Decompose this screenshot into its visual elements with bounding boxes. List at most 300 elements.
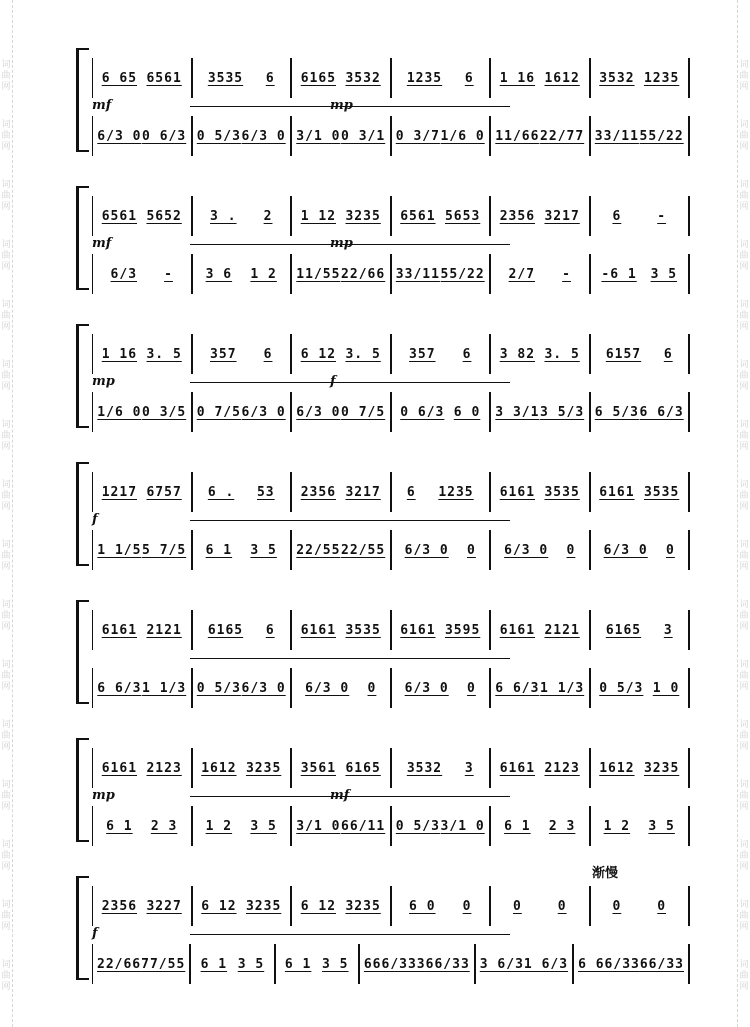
right-margin-watermark-strip [737,0,750,1027]
note-group: 0 [367,680,377,696]
measure [392,392,492,432]
note-group: 66/33 [639,956,684,972]
note-group: 3235 [245,898,282,914]
note-group: 1 12 [300,208,337,224]
dynamic-marking: f [330,374,336,389]
note-group: 0 3/1 [341,128,386,144]
tempo-marking: 渐慢 [592,866,619,881]
watermark-text: 词 曲 网 [739,60,749,92]
measure [193,392,293,432]
note-group: 1 6/3 [523,956,569,972]
measure [591,196,691,236]
system-brace [76,48,89,152]
note-group: 357 [409,346,436,362]
measure [392,530,492,570]
dynamic-marking: f [92,512,98,527]
upper-staff [92,472,690,512]
measure [292,116,392,156]
note-group: 0 7/5 [196,404,241,420]
note-group: - [657,208,667,224]
system-brace [76,186,89,290]
note-group: 1 2 [205,818,233,834]
measure [491,748,591,788]
system-brace [76,738,89,842]
lower-staff [92,254,690,294]
note-group: 6 [612,208,622,224]
watermark-text: 词 曲 网 [739,840,749,872]
dynamic-marking: mf [92,98,112,113]
note-group: 6165 [605,622,642,638]
measure [591,58,691,98]
watermark-text: 词 曲 网 [739,120,749,152]
measure [191,944,275,984]
note-group: 2356 [101,898,138,914]
note-group: 6 [464,70,474,86]
note-group: 6 6/3 [639,404,684,420]
note-group: 1235 [406,70,443,86]
note-group: 6165 [345,760,381,776]
note-group: 0 [557,898,567,914]
note-group: 0 5/3 [395,818,440,834]
watermark-text: 词 曲 网 [739,180,749,212]
note-group: 6 0 [453,404,481,420]
note-group: 1612 [599,760,635,776]
note-group: 33/11 [594,128,639,144]
watermark-text: 词 曲 网 [739,480,749,512]
measure [392,806,492,846]
note-group: 6 [263,346,273,362]
note-group: 6 66/33 [578,956,640,972]
note-group: 66/11 [341,818,386,834]
crescendo-hairpin [190,244,510,245]
note-group: 2123 [544,760,580,776]
note-group: 2 3 [548,818,576,834]
note-group: 3 5 [648,818,675,834]
lower-staff [92,668,690,708]
measure [92,944,191,984]
note-group: 1 1/3 [540,680,585,696]
note-group: 3235 [345,208,381,224]
note-group: 6 12 [300,898,337,914]
measure [193,254,293,294]
upper-staff [92,334,690,374]
note-group: 2356 [300,484,337,500]
score-system [70,316,690,454]
measure [92,668,193,708]
measure [292,806,392,846]
watermark-text: 词 曲 网 [1,780,11,812]
note-group: 22/55 [296,542,341,558]
note-group: 3 6/3 [479,956,524,972]
note-group: 53 [256,484,275,500]
measure [491,196,591,236]
measure [574,944,690,984]
note-group: 0 [512,898,522,914]
note-group: 3235 [643,760,680,776]
note-group: 22/77 [540,128,585,144]
watermark-text: 词 曲 网 [1,960,11,992]
watermark-text: 词 曲 网 [739,600,749,632]
note-group: 357 [210,346,237,362]
measure [491,334,591,374]
note-group: 6/3 0 [296,404,341,420]
measure [92,254,193,294]
watermark-text: 词 曲 网 [1,660,11,692]
note-group: 1 0 [652,680,680,696]
note-group: - [164,266,173,282]
crescendo-hairpin [190,796,510,797]
note-group: 6161 [300,622,337,638]
note-group: 3 82 [499,346,536,362]
note-group: 1235 [438,484,474,500]
note-group: 2 3 [150,818,178,834]
watermark-text: 词 曲 网 [1,360,11,392]
note-group: 3 5 [250,818,277,834]
measure [292,392,392,432]
measure [360,944,476,984]
note-group: 0 5/3 [196,128,241,144]
measure [591,806,691,846]
dynamic-marking: mf [92,236,112,251]
lower-staff [92,944,690,984]
measure [193,610,293,650]
measure [92,392,193,432]
dynamic-marking: mp [330,98,353,113]
note-group: 3595 [444,622,481,638]
note-group: 6 0 [409,898,436,914]
note-group: - [562,266,571,282]
note-group: 3532 [599,70,635,86]
note-group: 0 7/5 [341,404,386,420]
measure [292,530,392,570]
measure [591,610,691,650]
note-group: 5652 [146,208,182,224]
note-group: 6/3 0 [305,680,350,696]
system-brace [76,462,89,566]
measure [92,334,193,374]
note-group: 6 1 [504,818,531,834]
note-group: 6/3 0 [241,680,286,696]
note-group: 0 5/3 [599,680,644,696]
watermark-text: 词 曲 网 [739,780,749,812]
measure [591,886,691,926]
note-group: 3 5 [250,542,277,558]
note-group: 6 12 [201,898,237,914]
note-group: 3 [464,760,474,776]
measure [491,254,591,294]
measure [591,334,691,374]
note-group: 6561 [101,208,138,224]
note-group: 6 6/3 [97,680,142,696]
lower-staff [92,392,690,432]
note-group: 3/1 0 [296,818,341,834]
watermark-text: 词 曲 网 [739,960,749,992]
note-group: 6/3 0 [404,542,449,558]
measure [193,116,293,156]
measure [292,610,392,650]
note-group: 6 [265,622,275,638]
system-brace [76,876,89,980]
note-group: 6 [663,346,673,362]
score-system [70,454,690,592]
measure [193,58,293,98]
note-group: 6 1 [284,956,312,972]
note-group: 0 6/3 [142,128,187,144]
note-group: 3/1 0 [440,818,485,834]
note-group: 6757 [146,484,182,500]
measure [491,886,591,926]
note-group: 6/3 0 [241,404,286,420]
note-group: 22/66 [97,956,142,972]
note-group: 3 5/3 [540,404,585,420]
crescendo-hairpin [190,106,510,107]
note-group: 2121 [146,622,182,638]
measure [591,668,691,708]
note-group: 0 [666,542,675,558]
measure [392,254,492,294]
note-group: 6 5/3 [594,404,639,420]
note-group: 1217 [101,484,138,500]
note-group: 11/66 [495,128,540,144]
note-group: 6165 [300,70,337,86]
lower-staff [92,530,690,570]
measure [292,748,392,788]
note-group: 6 [406,484,416,500]
note-group: 3532 [406,760,443,776]
note-group: 2356 [499,208,536,224]
watermark-text: 词 曲 网 [1,540,11,572]
measure [392,748,492,788]
note-group: 0 [612,898,622,914]
watermark-text: 词 曲 网 [1,840,11,872]
measure [292,334,392,374]
note-group: 6/3 0 [603,542,648,558]
note-group: 3. 5 [345,346,381,362]
note-group: 3 [663,622,673,638]
note-group: 3535 [544,484,580,500]
note-group: 6 1 [200,956,228,972]
measure [392,886,492,926]
lower-staff [92,806,690,846]
measure [193,806,293,846]
measure [491,392,591,432]
watermark-text: 词 曲 网 [1,480,11,512]
note-group: 6/3 0 [241,128,286,144]
measure [392,668,492,708]
watermark-text: 词 曲 网 [739,720,749,752]
note-group: 22/55 [341,542,386,558]
note-group: 1 2 [250,266,277,282]
note-group: -6 1 [601,266,637,282]
measure [591,254,691,294]
score-system [70,40,690,178]
measure [92,116,193,156]
note-group: 3217 [345,484,381,500]
measure [92,530,193,570]
measure [92,610,193,650]
note-group: 0 [462,898,472,914]
measure [392,58,492,98]
dynamic-marking: mp [92,374,115,389]
dynamic-marking: mp [330,236,353,251]
upper-staff [92,196,690,236]
note-group: 3 3/1 [495,404,540,420]
watermark-text: 词 曲 网 [1,300,11,332]
measure [92,886,193,926]
note-group: 666/333 [363,956,426,972]
note-group: 3227 [146,898,182,914]
watermark-text: 词 曲 网 [1,240,11,272]
measure [193,668,293,708]
measure [292,886,392,926]
measure [292,472,392,512]
watermark-text: 词 曲 网 [1,180,11,212]
measure [476,944,574,984]
note-group: 6161 [599,484,635,500]
dynamic-marking: f [92,926,98,941]
watermark-text: 词 曲 网 [1,720,11,752]
measure [193,530,293,570]
note-group: 6161 [101,622,138,638]
crescendo-hairpin [190,934,510,935]
measure [591,472,691,512]
watermark-text: 词 曲 网 [739,540,749,572]
measure [591,392,691,432]
note-group: 3532 [345,70,381,86]
system-brace [76,324,89,428]
watermark-text: 词 曲 网 [739,900,749,932]
measure [392,116,492,156]
measure [591,748,691,788]
crescendo-hairpin [190,658,510,659]
note-group: 55/22 [440,266,485,282]
watermark-text: 词 曲 网 [739,300,749,332]
measure [193,886,293,926]
note-group: 6/3 0 [97,128,142,144]
score-system [70,868,690,1006]
note-group: 33/11 [395,266,440,282]
note-group: 1612 [201,760,237,776]
note-group: 6161 [499,760,536,776]
note-group: 0 [657,898,667,914]
note-group: 0 5/3 [196,680,241,696]
dynamic-marking: mp [92,788,115,803]
note-group: 2121 [544,622,580,638]
note-group: 6/3 0 [504,542,549,558]
upper-staff [92,748,690,788]
watermark-text: 词 曲 网 [1,120,11,152]
note-group: 2123 [146,760,182,776]
note-group: 6 12 [300,346,337,362]
note-group: 3535 [643,484,680,500]
measure [92,806,193,846]
upper-staff [92,58,690,98]
measure [392,196,492,236]
note-group: 6/3 [110,266,138,282]
note-group: 3235 [245,760,282,776]
system-brace [76,600,89,704]
note-group: 3 5 [322,956,349,972]
note-group: 6161 [499,484,536,500]
note-group: 6/3 0 [404,680,449,696]
note-group: 11/55 [296,266,341,282]
measure [292,196,392,236]
watermark-text: 词 曲 网 [1,600,11,632]
note-group: 1235 [643,70,680,86]
measure [491,668,591,708]
note-group: 6561 [400,208,436,224]
note-group: 22/66 [341,266,386,282]
measure [276,944,360,984]
note-group: 3. 5 [146,346,182,362]
watermark-text: 词 曲 网 [739,240,749,272]
measure [392,610,492,650]
upper-staff [92,610,690,650]
note-group: 0 6/3 [400,404,445,420]
score-system [70,730,690,868]
note-group: 6 1 [106,818,133,834]
note-group: 3 5 [237,956,265,972]
note-group: 6161 [400,622,436,638]
watermark-text: 词 曲 网 [739,420,749,452]
watermark-text: 词 曲 网 [739,360,749,392]
note-group: 0 [467,680,476,696]
note-group: 3561 [300,760,337,776]
note-group: 0 3/5 [142,404,187,420]
note-group: 6 . [207,484,235,500]
watermark-text: 词 曲 网 [1,900,11,932]
crescendo-hairpin [190,520,510,521]
note-group: 0 3/7 [395,128,440,144]
note-group: 1/6 0 [97,404,142,420]
measure [292,254,392,294]
note-group: 6 65 [101,70,138,86]
measure [193,334,293,374]
measure [491,610,591,650]
watermark-text: 词 曲 网 [1,60,11,92]
lower-staff [92,116,690,156]
measure [491,116,591,156]
note-group: 3 5 [650,266,678,282]
note-group: 6 [265,70,275,86]
note-group: 5653 [444,208,481,224]
upper-staff [92,886,690,926]
note-group: 6 6/3 [495,680,540,696]
measure [392,472,492,512]
measure [491,58,591,98]
note-group: 1 1/5 [97,542,142,558]
note-group: 6 [462,346,472,362]
measure [591,530,691,570]
note-group: 1 16 [101,346,138,362]
note-group: 1/6 0 [440,128,485,144]
measure [193,196,293,236]
note-group: 3 . [210,208,237,224]
note-group: 3/1 0 [296,128,341,144]
measure [193,472,293,512]
watermark-text: 词 曲 网 [739,660,749,692]
note-group: 1 16 [499,70,536,86]
measure [292,58,392,98]
music-score [70,40,690,1006]
note-group: 3. 5 [544,346,580,362]
note-group: 3535 [345,622,381,638]
measure [92,748,193,788]
note-group: 3 6 [205,266,233,282]
note-group: 1 2 [603,818,631,834]
measure [92,58,193,98]
watermark-text: 词 曲 网 [1,420,11,452]
